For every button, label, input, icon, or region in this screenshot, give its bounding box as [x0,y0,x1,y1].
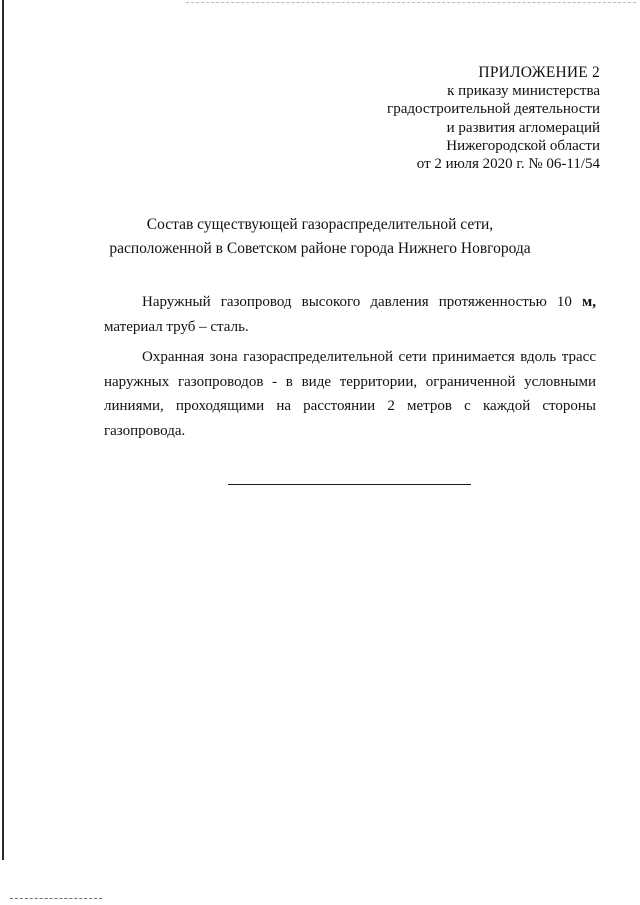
appendix-line: и развития агломераций [446,119,600,136]
appendix-header [387,64,600,173]
scan-artifact-left-edge [2,0,4,860]
pipeline-text: Наружный газопровод высокого давления протяженностью 10 [142,294,572,310]
document-heading [0,213,640,261]
appendix-line: градостроительной деятельности [387,101,600,118]
heading-line: Состав существующей газораспределительной сети, [146,216,494,233]
end-separator-line [228,484,471,485]
appendix-line: Нижегородской области [446,137,600,154]
heading-line: расположенной в Советском районе города Нижнего Новгорода [109,240,531,257]
appendix-title: ПРИЛОЖЕНИЕ 2 [478,64,600,81]
scan-artifact-bottom [10,898,102,899]
appendix-line: к приказу министерства [447,83,600,100]
paragraph-protection-zone: Охранная зона газораспределительной сети принимается вдоль трасс наружных газопроводов - в виде территории, ограниченной условными линиями, проходящими на расстоянии 2 метров с каждой стороны газопровода. [104,349,596,439]
appendix-order-date: от 2 июля 2020 г. № 06-11/54 [416,156,600,173]
paragraph-pipeline [104,290,596,339]
document-body [104,290,596,449]
pipeline-unit: м, [582,294,596,310]
pipeline-material: материал труб – сталь. [104,318,249,335]
scan-artifact-top [186,2,636,3]
